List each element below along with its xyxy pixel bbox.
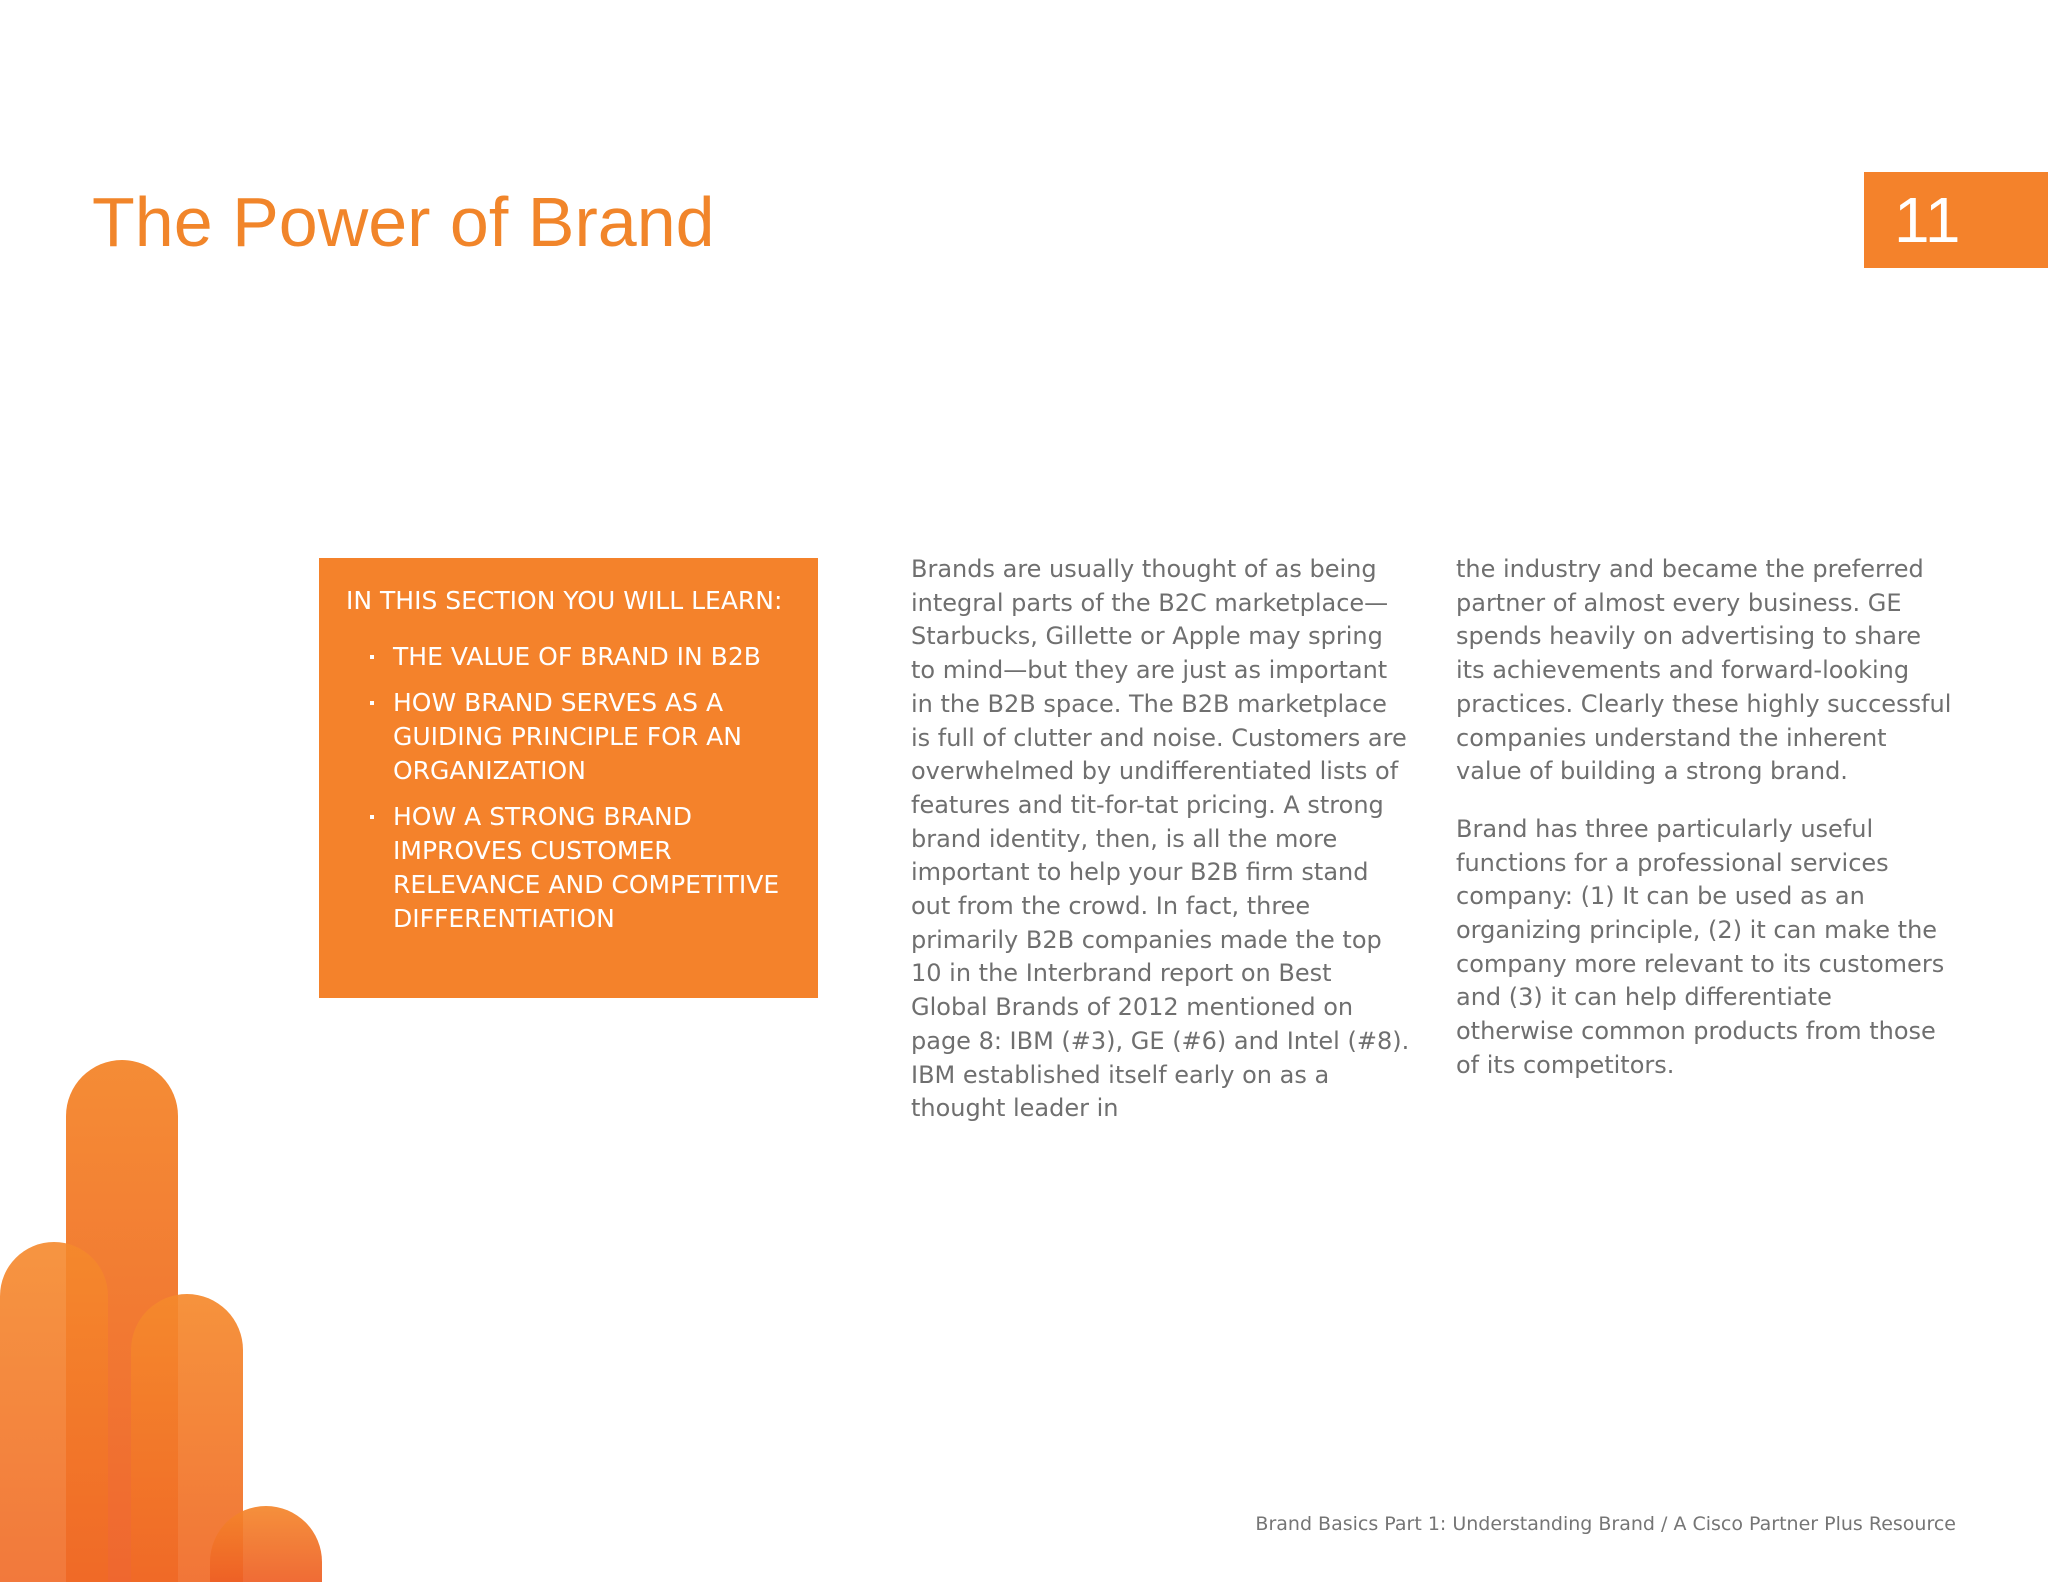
page-number-tab — [1864, 172, 2048, 268]
square-bullet-icon — [370, 701, 374, 705]
decorative-bars-graphic — [0, 1030, 330, 1582]
decorative-bar — [0, 1242, 108, 1582]
page-number: 11 — [1894, 184, 1961, 256]
square-bullet-icon — [370, 815, 374, 819]
learn-list — [346, 640, 798, 936]
page-footer: Brand Basics Part 1: Understanding Brand / A Cisco Partner Plus Resource — [1255, 1513, 1956, 1535]
body-paragraph: Brands are usually thought of as being integral parts of the B2C marketplace—Starbucks, Gillette or Apple may spring to mind—but they are just as important in the B2B space. The B2B marketplace is full of clutter and noise. Customers are overwhelmed by undifferentiated lists of features and tit-for-tat pricing. A strong brand identity, then, is all the more important to help your B2B firm stand out from the crowd. In fact, three primarily B2B companies made the top 10 in the Interbrand report on Best Global Brands of 2012 mentioned on page 8: IBM (#3), GE (#6) and Intel (#8). IBM established itself early on as a thought leader in — [911, 555, 1410, 1123]
learn-box — [319, 558, 818, 998]
learn-item — [346, 640, 798, 674]
body-column-1 — [911, 553, 1411, 1150]
body-paragraph: the industry and became the preferred partner of almost every business. GE spends heavily on advertising to share its achievements and forward-looking practices. Clearly these highly successful companies understand the inherent value of building a strong brand. — [1456, 555, 1952, 786]
learn-item — [346, 686, 798, 788]
body-column-2 — [1456, 553, 1956, 1107]
body-paragraph: Brand has three particularly useful functions for a professional services company: (1) It can be used as an organizing principle, (2) it can make the company more relevant to its customers and (3) it can help differentiate otherwise common products from those of its competitors. — [1456, 814, 1945, 1079]
learn-item — [346, 800, 798, 936]
learn-item-text: THE VALUE OF BRAND IN B2B — [393, 642, 761, 671]
square-bullet-icon — [370, 655, 374, 659]
learn-item-text: HOW A STRONG BRAND IMPROVES CUSTOMER RELEVANCE AND COMPETITIVE DIFFERENTIATION — [393, 802, 780, 933]
learn-item-text: HOW BRAND SERVES AS A GUIDING PRINCIPLE FOR AN ORGANIZATION — [393, 688, 742, 785]
learn-box-heading: IN THIS SECTION YOU WILL LEARN: — [346, 586, 783, 615]
page-title: The Power of Brand — [92, 183, 715, 261]
